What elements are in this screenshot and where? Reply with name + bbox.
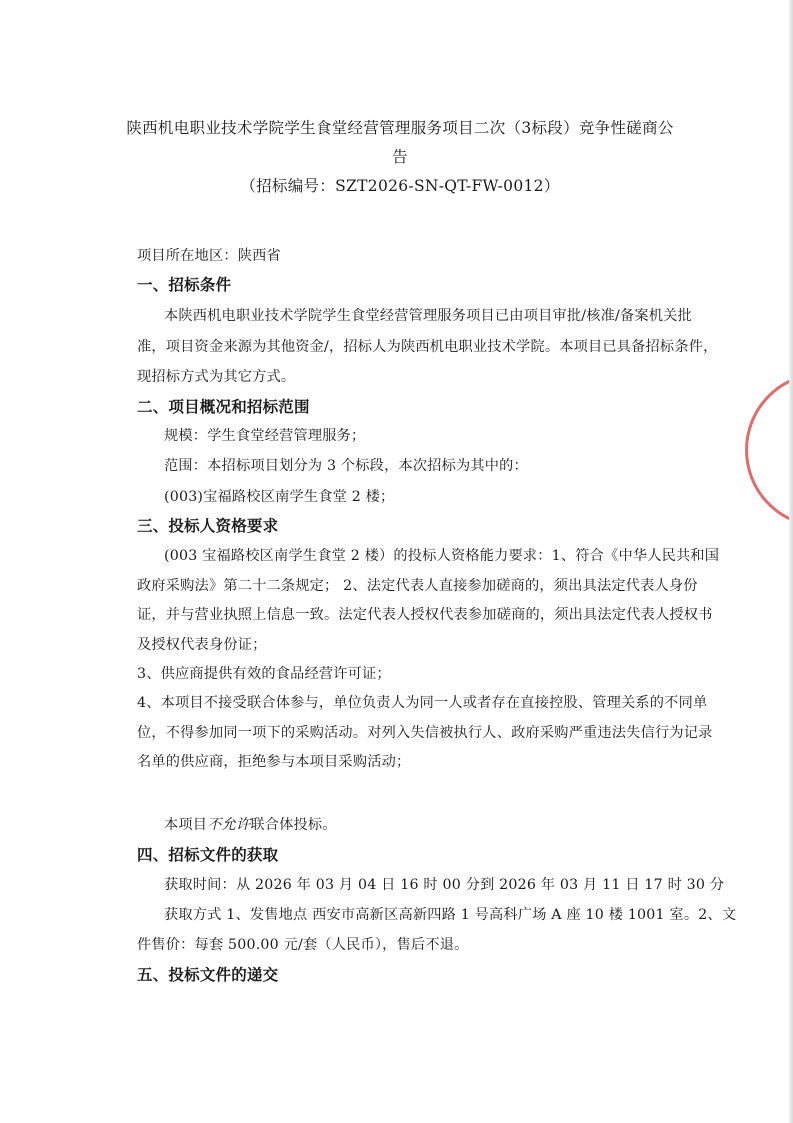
document-title-line1: 陕西机电职业技术学院学生食堂经营管理服务项目二次（3标段）竞争性磋商公 — [126, 119, 674, 137]
section1-line: 准，项目资金来源为其他资金/，招标人为陕西机电职业技术学院。本项目已具备招标条件， — [137, 339, 718, 355]
document-title-line2: 告 — [392, 148, 408, 166]
section3-line: 位，不得参加同一项下的采购活动。对列入失信被执行人、政府采购严重违法失信行为记录 — [137, 725, 713, 741]
section2-line: 范围：本招标项目划分为 3 个标段，本次招标为其中的： — [164, 458, 528, 474]
section1-line: 本陕西机电职业技术学院学生食堂经营管理服务项目已由项目审批/核准/备案机关批 — [164, 308, 692, 324]
section3-line: 3、供应商提供有效的食品经营许可证； — [137, 666, 391, 682]
section4-line: 获取时间：从 2026 年 03 月 04 日 16 时 00 分到 2026 年 03 月 11 日 17 时 30 分 — [164, 877, 725, 893]
section3-line: 4、本项目不接受联合体参与，单位负责人为同一人或者存在直接控股、管理关系的不同单 — [137, 695, 708, 711]
consortium-italic: 不允许 — [207, 817, 251, 833]
consortium-prefix: 本项目 — [164, 817, 208, 833]
section2-line: (003)宝福路校区南学生食堂 2 楼； — [164, 489, 395, 505]
section3-line: 名单的供应商，拒绝参与本项目采购活动； — [137, 754, 411, 770]
section4-heading: 四、招标文件的获取 — [137, 846, 279, 864]
section4-line: 获取方式 1、发售地点 西安市高新区高新四路 1 号高科广场 A 座 10 楼 1001 室。2、文 — [164, 907, 737, 923]
section3-line: 及授权代表身份证； — [137, 637, 267, 653]
tender-number: （招标编号：SZT2026-SN-QT-FW-0012） — [240, 177, 560, 195]
section2-heading: 二、项目概况和招标范围 — [137, 398, 310, 416]
official-seal-stamp — [745, 372, 793, 528]
page-edge-shadow — [789, 0, 793, 1123]
section3-line: 政府采购法》第二十二条规定； 2、法定代表人直接参加磋商的，须出具法定代表人身份 — [137, 578, 698, 594]
section3-line: 证，并与营业执照上信息一致。法定代表人授权代表参加磋商的，须出具法定代表人授权书 — [137, 607, 713, 623]
section1-line: 现招标方式为其它方式。 — [137, 369, 296, 385]
section1-heading: 一、招标条件 — [137, 276, 232, 294]
project-region: 项目所在地区：陕西省 — [137, 248, 281, 264]
section2-line: 规模：学生食堂经营管理服务； — [164, 428, 366, 444]
section3-heading: 三、投标人资格要求 — [137, 517, 279, 535]
consortium-suffix: 联合体投标。 — [250, 817, 337, 833]
section4-line: 件售价：每套 500.00 元/套（人民币），售后不退。 — [137, 937, 469, 953]
section3-line: (003 宝福路校区南学生食堂 2 楼）的投标人资格能力要求：1、符合《中华人民共和国 — [164, 548, 720, 564]
consortium-statement — [164, 815, 337, 835]
section5-heading: 五、投标文件的递交 — [137, 966, 279, 984]
